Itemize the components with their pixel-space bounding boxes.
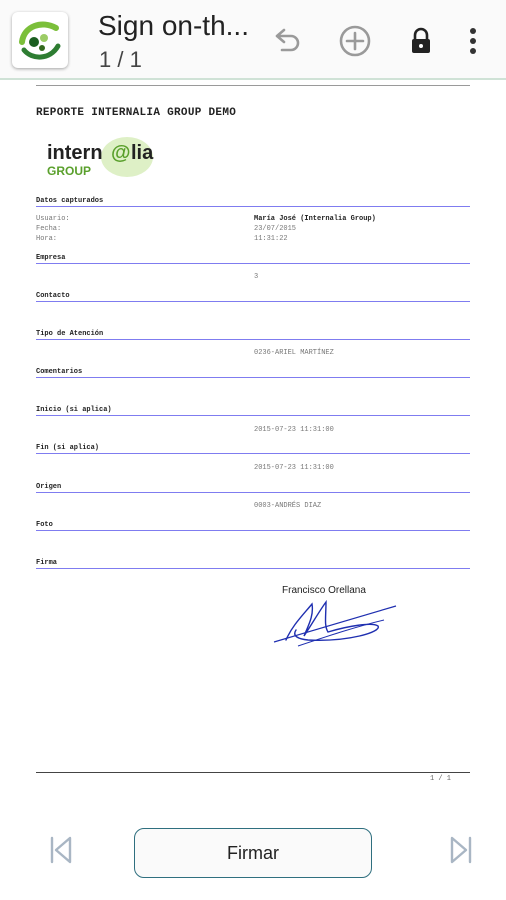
document-page-footer: 1 / 1	[430, 775, 452, 783]
section-label: Contacto	[36, 292, 70, 300]
section-label: Comentarios	[36, 368, 83, 376]
section-rule	[36, 377, 470, 378]
app-title: Sign on-th...	[98, 10, 249, 41]
lock-icon[interactable]	[402, 22, 440, 60]
section-rule	[36, 263, 470, 264]
section-label: Firma	[36, 559, 58, 567]
page-indicator: 1 / 1	[99, 47, 142, 72]
document-heading: REPORTE INTERNALIA GROUP DEMO	[36, 107, 237, 119]
usuario-label: Usuario:	[36, 215, 70, 223]
section-label: Datos capturados	[36, 197, 104, 205]
undo-icon[interactable]	[268, 22, 306, 60]
app-logo-icon[interactable]	[12, 12, 68, 68]
section-rule	[36, 453, 470, 454]
section-label: Empresa	[36, 254, 66, 262]
app-bar	[0, 0, 506, 78]
section-rule	[36, 301, 470, 302]
firmar-button[interactable]: Firmar	[134, 828, 372, 878]
origen-value: 0003-ANDRÉS DIAZ	[254, 502, 322, 510]
handwritten-signature	[268, 596, 404, 648]
svg-text:intern: intern	[47, 142, 103, 164]
section-label: Tipo de Atención	[36, 330, 104, 338]
section-rule	[36, 492, 470, 493]
document-page[interactable]	[0, 80, 506, 800]
internalia-logo	[41, 131, 169, 185]
section-label: Inicio (si aplica)	[36, 406, 112, 414]
inicio-value: 2015-07-23 11:31:00	[254, 426, 334, 434]
svg-text:lia: lia	[131, 142, 154, 164]
empresa-value: 3	[254, 273, 259, 281]
section-label: Foto	[36, 521, 53, 529]
section-label: Origen	[36, 483, 62, 491]
section-rule	[36, 568, 470, 569]
hora-label: Hora:	[36, 235, 58, 243]
svg-text:@: @	[111, 142, 131, 164]
section-label: Fin (si aplica)	[36, 444, 100, 452]
document-top-rule	[36, 85, 470, 86]
fin-value: 2015-07-23 11:31:00	[254, 464, 334, 472]
add-circle-icon[interactable]	[336, 22, 374, 60]
section-rule	[36, 339, 470, 340]
more-vert-icon[interactable]	[454, 22, 492, 60]
usuario-value: María José (Internalia Group)	[254, 215, 376, 223]
section-rule	[36, 415, 470, 416]
section-rule	[36, 206, 470, 207]
signature-name: Francisco Orellana	[282, 585, 366, 596]
skip-next-icon[interactable]	[444, 830, 478, 870]
skip-previous-icon[interactable]	[44, 830, 78, 870]
fecha-value: 23/07/2015	[254, 225, 297, 233]
hora-value: 11:31:22	[254, 235, 288, 243]
document-bottom-rule	[36, 772, 470, 773]
tipo-atencion-value: 0236-ARIEL MARTÍNEZ	[254, 349, 334, 357]
svg-text:GROUP: GROUP	[47, 164, 92, 178]
fecha-label: Fecha:	[36, 225, 62, 233]
section-rule	[36, 530, 470, 531]
